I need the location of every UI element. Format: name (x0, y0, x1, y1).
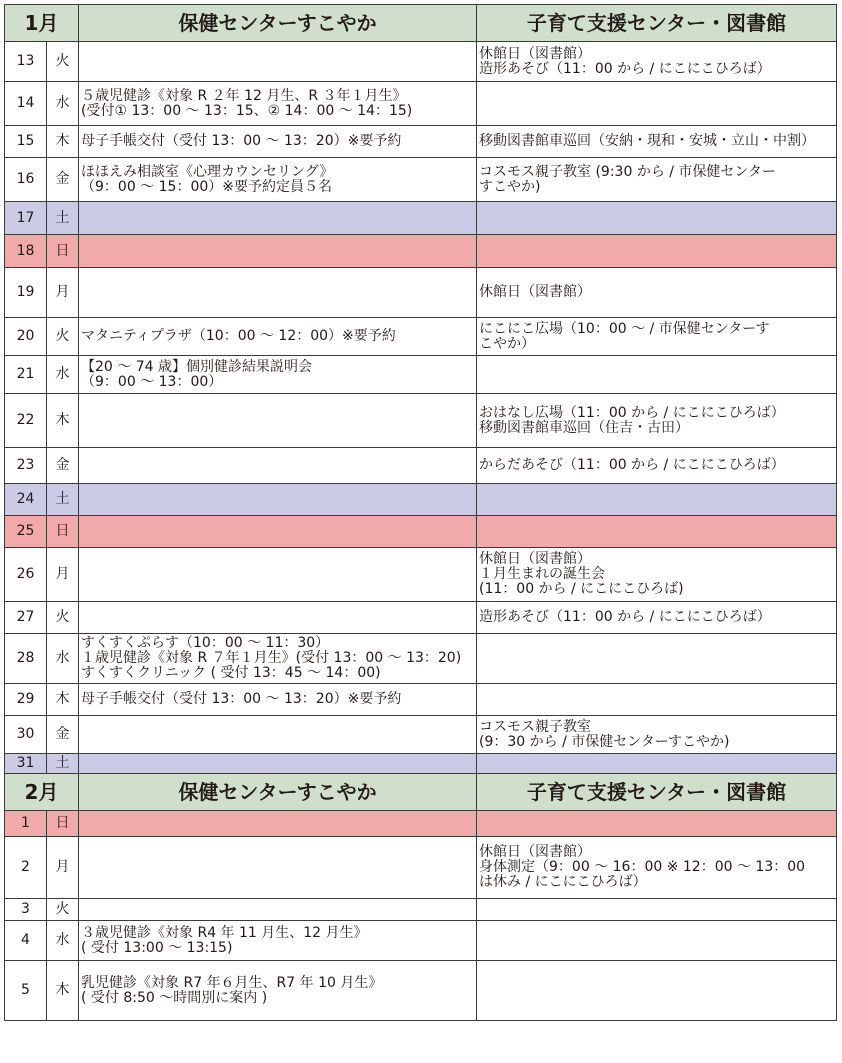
day-number: 18 (5, 235, 47, 268)
event-text-line: 造形あそび（11：00 から / にこにこひろば） (479, 609, 771, 625)
event-text-line: １月生まれの誕生会 (479, 566, 606, 582)
event-text-line: ( 受付 8:50 ～時間別に案内 ) (81, 989, 268, 1006)
childcare-library-events (477, 484, 837, 516)
event-text-line: (11：00 から / にこにこひろば) (479, 581, 684, 597)
health-center-events (79, 754, 477, 774)
weekday-label: 日 (47, 811, 79, 837)
event-text-line: 休館日（図書館） (479, 844, 592, 860)
weekday-label: 月 (47, 548, 79, 602)
health-center-column-title: 保健センターすこやか (79, 5, 477, 42)
day-number: 2 (5, 837, 47, 899)
day-row (5, 356, 837, 394)
day-number: 14 (5, 82, 47, 126)
childcare-library-events (477, 394, 837, 448)
weekday-label: 火 (47, 42, 79, 82)
day-number: 13 (5, 42, 47, 82)
childcare-library-column-title: 子育て支援センター・図書館 (477, 5, 837, 42)
event-calendar-table (4, 4, 837, 1021)
weekday-label: 月 (47, 837, 79, 899)
event-text-line: 造形あそび（11：00 から / にこにこひろば） (479, 60, 771, 77)
health-center-events (79, 837, 477, 899)
childcare-library-events (477, 158, 837, 202)
weekday-label: 水 (47, 82, 79, 126)
childcare-library-events (477, 82, 837, 126)
day-row (5, 202, 837, 235)
event-text-line: ３歳児健診《対象 R4 年 11 月生、12 月生》 (81, 924, 368, 941)
day-row (5, 921, 837, 961)
day-row (5, 602, 837, 634)
weekday-label: 水 (47, 634, 79, 684)
weekday-label: 木 (47, 961, 79, 1021)
weekday-label: 土 (47, 484, 79, 516)
childcare-library-events (477, 126, 837, 158)
childcare-library-events (477, 235, 837, 268)
health-center-events (79, 548, 477, 602)
childcare-library-events (477, 837, 837, 899)
event-text-line: 乳児健診《対象 R7 年６月生、R7 年 10 月生》 (81, 974, 383, 991)
health-center-events (79, 158, 477, 202)
weekday-label: 火 (47, 899, 79, 921)
day-number: 17 (5, 202, 47, 235)
event-text-line: 母子手帳交付（受付 13：00 ～ 13：20）※要予約 (81, 691, 402, 707)
day-row (5, 235, 837, 268)
month-label: 1月 (5, 5, 79, 42)
event-text-line: （9：00 ～ 13：00） (81, 373, 223, 390)
health-center-events (79, 126, 477, 158)
day-number: 1 (5, 811, 47, 837)
health-center-column-title: 保健センターすこやか (79, 774, 477, 811)
day-number: 30 (5, 716, 47, 754)
event-text-line: は休み / にこにこひろば） (479, 874, 647, 890)
day-row (5, 394, 837, 448)
childcare-library-events (477, 42, 837, 82)
event-text-line: すくすくぷらす（10：00 ～ 11：30） (81, 635, 330, 651)
day-row (5, 318, 837, 356)
event-text-line: 移動図書館車巡回（安納・現和・安城・立山・中割） (479, 133, 816, 149)
health-center-events (79, 448, 477, 484)
day-row (5, 754, 837, 774)
event-text-line: 移動図書館車巡回（住吉・古田） (479, 419, 690, 436)
event-text-line: 【20 ～ 74 歳】個別健診結果説明会 (81, 358, 312, 375)
childcare-library-events (477, 356, 837, 394)
event-text-line: おはなし広場（11：00 から / にこにこひろば） (479, 404, 785, 421)
day-number: 26 (5, 548, 47, 602)
day-row (5, 899, 837, 921)
event-text-line: ( 受付 13:00 ～ 13:15) (81, 939, 233, 956)
childcare-library-events (477, 716, 837, 754)
day-number: 23 (5, 448, 47, 484)
event-text-line: こやか） (479, 335, 536, 352)
month-header-row (5, 5, 837, 42)
childcare-library-events (477, 634, 837, 684)
day-row (5, 634, 837, 684)
weekday-label: 水 (47, 921, 79, 961)
health-center-events (79, 921, 477, 961)
weekday-label: 水 (47, 356, 79, 394)
childcare-library-events (477, 921, 837, 961)
health-center-events (79, 394, 477, 448)
event-text-line: １歳児健診《対象 R ７年１月生》(受付 13：00 ～ 13：20) (81, 650, 462, 666)
day-number: 4 (5, 921, 47, 961)
health-center-events (79, 356, 477, 394)
day-number: 20 (5, 318, 47, 356)
day-row (5, 268, 837, 318)
childcare-library-events (477, 318, 837, 356)
day-number: 28 (5, 634, 47, 684)
day-number: 3 (5, 899, 47, 921)
health-center-events (79, 684, 477, 716)
day-row (5, 448, 837, 484)
event-text-line: (受付① 13：00 ～ 13：15、② 14：00 ～ 14：15) (81, 102, 413, 119)
event-text-line: (9：30 から / 市保健センターすこやか) (479, 733, 730, 750)
event-text-line: 母子手帳交付（受付 13：00 ～ 13：20）※要予約 (81, 133, 402, 149)
childcare-library-events (477, 899, 837, 921)
health-center-events (79, 268, 477, 318)
day-row (5, 684, 837, 716)
health-center-events (79, 634, 477, 684)
day-row (5, 516, 837, 548)
childcare-library-events (477, 961, 837, 1021)
weekday-label: 木 (47, 126, 79, 158)
calendar-body (5, 5, 837, 1021)
health-center-events (79, 42, 477, 82)
day-number: 5 (5, 961, 47, 1021)
health-center-events (79, 82, 477, 126)
weekday-label: 木 (47, 684, 79, 716)
event-text-line: すこやか) (479, 178, 541, 195)
event-text-line: にこにこ広場（10：00 ～ / 市保健センターす (479, 320, 770, 337)
childcare-library-events (477, 202, 837, 235)
childcare-library-events (477, 602, 837, 634)
event-text-line: 身体測定（9：00 ～ 16：00 ※ 12：00 ～ 13：00 (479, 859, 806, 875)
day-number: 29 (5, 684, 47, 716)
month-header-row (5, 774, 837, 811)
weekday-label: 金 (47, 448, 79, 484)
event-text-line: コスモス親子教室 (479, 718, 592, 735)
health-center-events (79, 318, 477, 356)
childcare-library-events (477, 548, 837, 602)
day-number: 25 (5, 516, 47, 548)
event-text-line: からだあそび（11：00 から / にこにこひろば） (479, 457, 785, 473)
day-row (5, 158, 837, 202)
health-center-events (79, 961, 477, 1021)
health-center-events (79, 484, 477, 516)
health-center-events (79, 235, 477, 268)
weekday-label: 土 (47, 202, 79, 235)
health-center-events (79, 811, 477, 837)
weekday-label: 土 (47, 754, 79, 774)
month-label: 2月 (5, 774, 79, 811)
day-row (5, 82, 837, 126)
event-text-line: 休館日（図書館） (479, 45, 592, 62)
day-number: 27 (5, 602, 47, 634)
day-number: 19 (5, 268, 47, 318)
day-number: 16 (5, 158, 47, 202)
weekday-label: 木 (47, 394, 79, 448)
childcare-library-events (477, 684, 837, 716)
day-row (5, 548, 837, 602)
health-center-events (79, 716, 477, 754)
event-text-line: ５歳児健診《対象 R ２年 12 月生、R ３年１月生》 (81, 87, 407, 104)
event-text-line: 休館日（図書館） (479, 551, 592, 567)
event-text-line: コスモス親子教室 (9:30 から / 市保健センター (479, 163, 776, 180)
day-row (5, 484, 837, 516)
childcare-library-events (477, 448, 837, 484)
day-number: 22 (5, 394, 47, 448)
day-row (5, 42, 837, 82)
childcare-library-events (477, 811, 837, 837)
weekday-label: 金 (47, 716, 79, 754)
day-number: 31 (5, 754, 47, 774)
event-text-line: 休館日（図書館） (479, 284, 592, 300)
event-text-line: ほほえみ相談室《心理カウンセリング》 (81, 163, 334, 180)
weekday-label: 日 (47, 235, 79, 268)
health-center-events (79, 516, 477, 548)
day-row (5, 961, 837, 1021)
weekday-label: 火 (47, 318, 79, 356)
weekday-label: 火 (47, 602, 79, 634)
health-center-events (79, 202, 477, 235)
childcare-library-column-title: 子育て支援センター・図書館 (477, 774, 837, 811)
day-number: 21 (5, 356, 47, 394)
health-center-events (79, 899, 477, 921)
weekday-label: 月 (47, 268, 79, 318)
day-row (5, 837, 837, 899)
day-row (5, 716, 837, 754)
childcare-library-events (477, 754, 837, 774)
health-center-events (79, 602, 477, 634)
event-text-line: すくすくクリニック ( 受付 13：45 ～ 14：00) (81, 665, 381, 681)
event-text-line: マタニティプラザ（10：00 ～ 12：00）※要予約 (81, 328, 396, 344)
childcare-library-events (477, 268, 837, 318)
day-number: 24 (5, 484, 47, 516)
weekday-label: 日 (47, 516, 79, 548)
weekday-label: 金 (47, 158, 79, 202)
childcare-library-events (477, 516, 837, 548)
day-row (5, 126, 837, 158)
event-text-line: （9：00 ～ 15：00）※要予約定員５名 (81, 178, 332, 195)
day-row (5, 811, 837, 837)
day-number: 15 (5, 126, 47, 158)
